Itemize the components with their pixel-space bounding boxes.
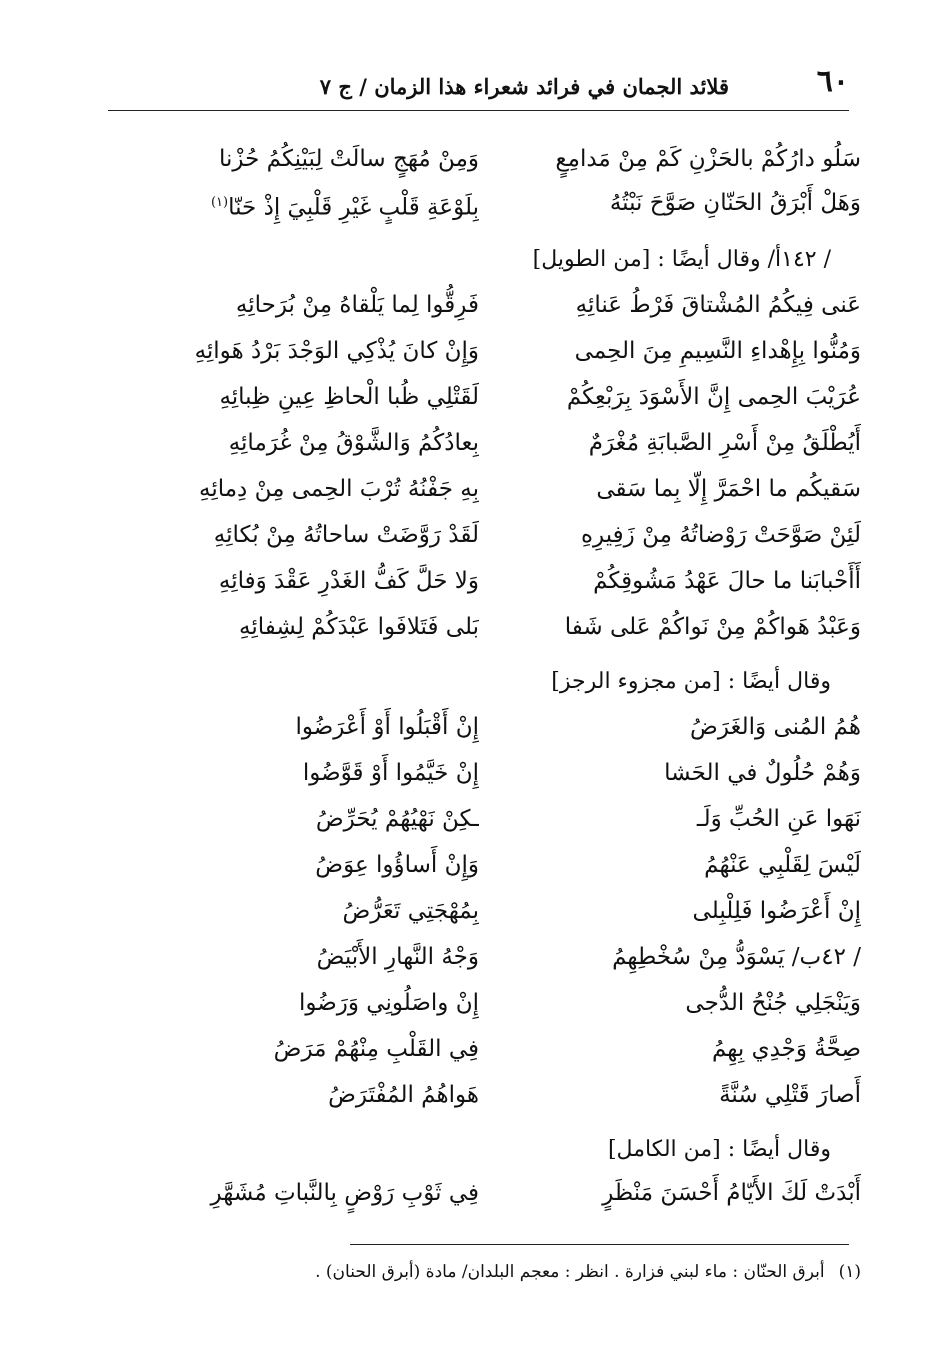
page-header [108, 64, 849, 108]
verse-second-hemistich: فَرِقُّوا لِما يَلْقاهُ مِنْ بُرَحائِهِ [235, 292, 479, 318]
verse-first-hemistich: / ٤٢ب/ يَسْوَدُّ مِنْ سُخْطِهِمُ [612, 944, 861, 970]
footnote-text: أبرق الحنّان : ماء لبني فزارة . انظر : معجم البلدان/ مادة (أبرق الحنان) . [315, 1262, 825, 1282]
verse-second-hemistich: فِي ثَوْبِ رَوْضٍ بِالنَّباتِ مُشَهَّرِ [210, 1180, 479, 1206]
footnote-divider [350, 1244, 849, 1245]
verse-first-hemistich: وَهَلْ أَبْرَقُ الحَنّانِ صَوَّحَ نَبْتُهُ [609, 190, 861, 216]
verse-first-hemistich: إِنْ أَعْرَضُوا فَلِلْبِلى [692, 898, 861, 924]
verse-first-hemistich: وَيَنْجَلِي جُنْحُ الدُّجى [685, 990, 861, 1016]
verse-first-hemistich: هُمُ المُنى وَالغَرَضُ [690, 714, 861, 740]
verse-first-hemistich: أَصارَ قَتْلِي سُنَّةً [719, 1082, 861, 1108]
verse-second-hemistich: وَمِنْ مُهَجٍ سالَتْ لِبَيْنِكُمُ حُزْنا [219, 146, 479, 172]
verse-second-hemistich: بَلى فَتَلافَوا عَبْدَكُمْ لِشِفائِهِ [239, 614, 479, 640]
verse-second-hemistich: هَواهُمُ المُفْتَرَضُ [328, 1082, 479, 1108]
hemistich-text: بِلَوْعَةِ قَلْبٍ غَيْرِ قَلْبِيَ إِذْ حَنّا [228, 194, 479, 221]
verse-second-hemistich: بِمُهْجَتِي تَعَرُّضُ [342, 898, 479, 924]
verse-first-hemistich: أَبْدَتْ لَكَ الأَيّامُ أَحْسَنَ مَنْظَرٍ [602, 1180, 861, 1206]
verse-first-hemistich: وَمُنُّوا بِإِهْداءِ النَّسِيمِ مِنَ الحِمى [574, 338, 861, 364]
poem-heading: وقال أيضًا : [من الكامل] [607, 1137, 831, 1162]
verse-first-hemistich: لَئِنْ صَوَّحَتْ رَوْضاتُهُ مِنْ زَفِيرِهِ [580, 522, 861, 548]
verse-second-hemistich: وَإِنْ كانَ يُذْكِي الوَجْدَ بَرْدُ هَوائِهِ [194, 338, 479, 364]
header-divider [108, 110, 849, 111]
verse-first-hemistich: عُرَيْبَ الحِمى إِنَّ الأَسْوَدَ بِرَبْعِكُمْ [566, 384, 861, 410]
verse-second-hemistich: بِهِ جَفْنُهُ تُرْبَ الحِمى مِنْ دِمائِهِ [199, 476, 479, 502]
footnote-marker: (١) [210, 195, 229, 210]
verse-first-hemistich: نَهَوا عَنِ الحُبِّ وَلَـ [696, 806, 861, 832]
poem-heading: / ١٤٢أ/ وقال أيضًا : [من الطويل] [532, 247, 831, 272]
verse-second-hemistich: وَجْهُ النَّهارِ الأَبْيَضُ [316, 944, 479, 970]
page-number: ٦٠ [816, 64, 849, 99]
verse-second-hemistich: إِنْ واصَلُونِي وَرَضُوا [298, 990, 479, 1016]
verse-first-hemistich: وَعَبْدُ هَواكُمْ مِنْ نَواكُمْ عَلى شَفا [564, 614, 861, 640]
verse-second-hemistich: وَإِنْ أَساؤُوا عِوَضُ [315, 852, 479, 878]
verse-second-hemistich: وَلا حَلَّ كَفُّ الغَدْرِ عَقْدَ وَفائِهِ [218, 568, 479, 594]
verse-second-hemistich: لَقَدْ رَوَّضَتْ ساحاتُهُ مِنْ بُكائِهِ [213, 522, 479, 548]
verse-second-hemistich: إِنْ خَيَّمُوا أَوْ قَوَّضُوا [302, 760, 479, 786]
verse-second-hemistich [109, 182, 479, 224]
verse-first-hemistich: أَأَحْبابَنا ما حالَ عَهْدُ مَشُوقِكُمْ [593, 568, 861, 594]
verse-second-hemistich: لَقَتْلِي ظُبا الْحاظِ عِينِ ظِبائِهِ [219, 384, 479, 410]
running-title: قلائد الجمان في فرائد شعراء هذا الزمان / ج ٧ [319, 74, 729, 99]
verse-second-hemistich: بِعادُكُمُ وَالشَّوْقُ مِنْ غُرَمائِهِ [228, 430, 479, 456]
verse-second-hemistich: فِي القَلْبِ مِنْهُمْ مَرَضُ [273, 1036, 479, 1062]
verse-first-hemistich: صِحَّةُ وَجْدِي بِهِمُ [711, 1036, 861, 1062]
footnote-number: (١) [838, 1262, 861, 1282]
poem-heading: وقال أيضًا : [من مجزوء الرجز] [551, 669, 831, 694]
verse-first-hemistich: سَقيكُم ما احْمَرَّ إِلّا بِما سَقى [596, 476, 861, 502]
verse-second-hemistich: ـكِنْ نَهْيُهُمْ يُحَرِّضُ [315, 806, 479, 832]
verse-second-hemistich: إِنْ أَقْبَلُوا أَوْ أَعْرَضُوا [295, 714, 479, 740]
verse-first-hemistich: وَهُمْ حُلُولٌ في الحَشا [664, 760, 861, 786]
verse-first-hemistich: عَنى فِيكُمُ المُشْتاقَ فَرْطُ عَنائِهِ [575, 292, 861, 318]
verse-first-hemistich: لَيْسَ لِقَلْبِي عَنْهُمُ [704, 852, 861, 878]
footnote [81, 1262, 861, 1282]
verse-first-hemistich: سَلُو دارُكُمْ بالحَزْنِ كَمْ مِنْ مَدامِعٍ [555, 146, 861, 172]
verse-first-hemistich: أَيُطْلَقُ مِنْ أَسْرِ الصَّبابَةِ مُغْرَمٌ [588, 430, 861, 456]
